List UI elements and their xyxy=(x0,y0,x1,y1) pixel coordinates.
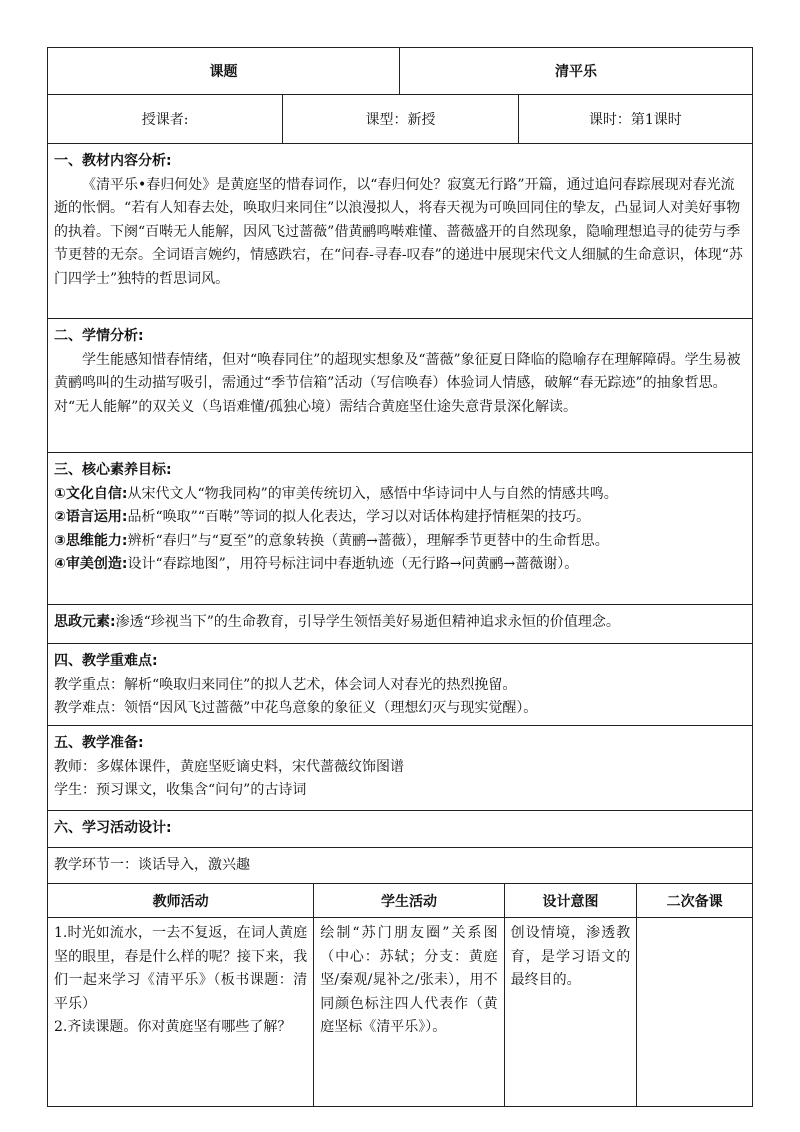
section-title: 一、教材内容分析: xyxy=(54,153,172,169)
col-student-activity: 学生活动 xyxy=(314,884,504,917)
topic-row xyxy=(47,47,753,95)
section-body: 学生能感知惜春情绪，但对“唤春同住”的超现实想象及“蔷薇”象征夏日降临的隐喻存在理解障碍。学生易被黄鹂鸣叫的生动描写吸引，需通过“季节信箱”活动（写信唤春）体验词人情感，破解“春无踪迹”的抽象哲思。对“无人能解”的双关义（鸟语难懂/孤独心境）需结合黄庭坚仕途失意背景深化解读。 xyxy=(54,351,741,415)
goal-label: ③思维能力: xyxy=(54,532,128,549)
lesson-type: 课型：新授 xyxy=(283,95,518,143)
activity-table-header xyxy=(47,884,753,918)
meta-row xyxy=(47,95,753,144)
goal-label: ②语言运用: xyxy=(54,509,128,525)
topic-label: 课题 xyxy=(48,48,400,94)
teacher-label: 授课者: xyxy=(48,95,283,143)
teaching-step xyxy=(47,848,753,884)
section-title: 四、教学重难点: xyxy=(54,653,158,669)
lesson-plan-table xyxy=(47,47,753,1107)
student-activity-cell: 绘制“苏门朋友圈”关系图（中心：苏轼；分支：黄庭坚/秦观/晁补之/张耒），用不同颜色标注四人代表作（黄庭坚标《清平乐》）。 xyxy=(314,918,504,1106)
goal-text: 从宋代文人“物我同构”的审美传统切入，感悟中华诗词中人与自然的情感共鸣。 xyxy=(127,485,618,502)
ideology-text: 渗透“珍视当下”的生命教育，引导学生领悟美好易逝但精神追求永恒的价值理念。 xyxy=(115,614,620,630)
teacher-activity-cell: 1.时光如流水，一去不复返，在词人黄庭坚的眼里，春是什么样的呢？接下来，我们一起来学习《清平乐》（板书课题：清平乐） 2.齐读课题。你对黄庭坚有哪些了解？ xyxy=(48,918,314,1106)
ideology-label: 思政元素: xyxy=(54,614,116,630)
section-body: 《清平乐•春归何处》是黄庭坚的惜春词作，以“春归何处？寂寞无行路”开篇，通过追问春踪展现对春光流逝的怅惘。“若有人知春去处，唤取归来同住”以浪漫拟人，将春天视为可唤回同住的挚友，凸显词人对美好事物的执着。下阕“百啭无人能解，因风飞过蔷薇”借黄鹂鸣啭难懂、蔷薇盛开的自然现象，隐喻理想追寻的徒劳与季节更替的无奈。全词语言婉约，情感跌宕，在“问春-寻春-叹春”的递进中展现宋代文人细腻的生命意识，体现“苏门四学士”独特的哲思词风。 xyxy=(54,176,743,287)
goal-text: 设计“春踪地图”，用符号标注词中春逝轨迹（无行路→问黄鹂→蔷薇谢）。 xyxy=(127,556,579,572)
goal-label: ①文化自信: xyxy=(54,485,128,502)
key-point: 教学重点：解析“唤取归来同住”的拟人艺术，体会词人对春光的热烈挽留。 xyxy=(54,676,517,693)
section-key-points xyxy=(47,644,753,726)
section-preparation xyxy=(47,726,753,811)
topic-value: 清平乐 xyxy=(555,64,597,80)
goal-item xyxy=(54,506,746,530)
goal-item xyxy=(54,483,746,507)
activity-table-row xyxy=(47,918,753,1107)
section-material-analysis xyxy=(47,144,753,319)
section-ideology xyxy=(47,605,753,644)
section-title: 五、教学准备: xyxy=(54,735,144,751)
section-learner-analysis xyxy=(47,319,753,453)
section-activity-design xyxy=(47,811,753,848)
design-intent-cell: 创设情境，渗透教育，是学习语文的最终目的。 xyxy=(505,918,638,1106)
second-prep-cell xyxy=(637,918,752,1106)
lesson-period: 课时：第1课时 xyxy=(588,112,682,128)
difficult-point: 教学难点：领悟“因风飞过蔷薇”中花鸟意象的象征义（理想幻灭与现实觉醒）。 xyxy=(54,700,538,716)
section-title: 六、学习活动设计: xyxy=(54,820,172,836)
teacher-prep: 教师：多媒体课件，黄庭坚贬谪史料，宋代蔷薇纹饰图谱 xyxy=(54,758,404,775)
col-design-intent: 设计意图 xyxy=(505,884,638,917)
goal-item xyxy=(54,553,746,577)
col-second-prep: 二次备课 xyxy=(666,893,723,910)
section-title: 二、学情分析: xyxy=(54,328,144,344)
student-prep: 学生：预习课文，收集含“问句”的古诗词 xyxy=(54,782,307,798)
goal-item xyxy=(54,530,746,554)
goal-text: 辨析“春归”与“夏至”的意象转换（黄鹂→蔷薇），理解季节更替中的生命哲思。 xyxy=(127,532,609,549)
col-teacher-activity: 教师活动 xyxy=(48,884,314,917)
section-title: 三、核心素养目标: xyxy=(54,462,172,478)
goal-text: 品析“唤取”“百啭”等词的拟人化表达，学习以对话体构建抒情框架的技巧。 xyxy=(127,509,591,525)
section-core-goals xyxy=(47,453,753,605)
goal-label: ④审美创造: xyxy=(54,556,128,572)
step-text: 教学环节一：谈话导入，激兴趣 xyxy=(54,857,250,873)
